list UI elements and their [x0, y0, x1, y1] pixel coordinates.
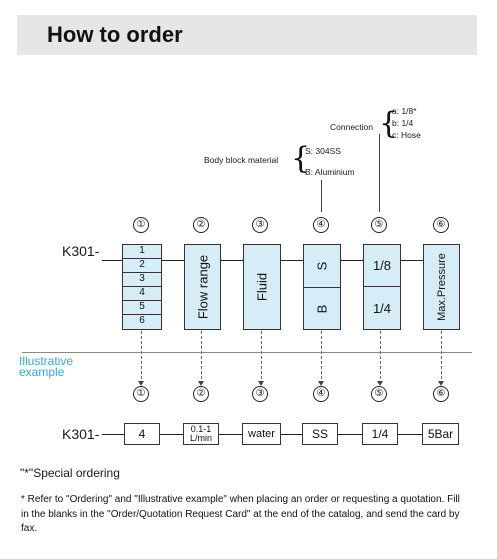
- body-material-label: Body block material: [204, 155, 279, 165]
- example-connector-line: [102, 434, 124, 435]
- body-material-brace: {: [291, 141, 311, 176]
- refer-note: * Refer to "Ordering" and "Illustrative example" when placing an order or requesting a quotation. Fill in the blanks in the "Order/Quotation Request Card" at the end of the catalog, and send the card by fax.: [21, 494, 460, 534]
- example-connector-line: [398, 434, 422, 435]
- example-connection-box: 1/4: [362, 423, 398, 445]
- marker-1: ①: [133, 217, 149, 233]
- range-number-3: 3: [123, 273, 161, 287]
- marker-4: ④: [313, 217, 329, 233]
- fluid-label: Fluid: [254, 272, 270, 302]
- body-material-option-s: S: 304SS: [305, 146, 341, 156]
- connection-label: Connection: [330, 122, 374, 132]
- example-flow-box: [183, 423, 219, 445]
- pressure-label: Max.Pressure: [435, 253, 448, 321]
- range-number-2: 2: [123, 259, 161, 273]
- illustrative-label-line1: Illustrative: [19, 354, 74, 368]
- illustrative-example-label: [19, 356, 99, 378]
- material-bottom-label: B: [314, 304, 330, 314]
- marker-2: ②: [193, 217, 209, 233]
- example-fluid-box: water: [242, 423, 281, 445]
- connector-line: [102, 260, 122, 261]
- title-bar: [17, 15, 477, 55]
- example-marker-1: ①: [133, 386, 149, 402]
- example-pressure-box: 5Bar: [422, 423, 459, 445]
- range-number-6: 6: [139, 315, 145, 326]
- example-flow-unit: L/min: [189, 433, 212, 443]
- example-marker-3: ③: [252, 386, 268, 402]
- body-material-option-b: B: Aluminium: [305, 167, 355, 177]
- connection-option-c: c: Hose: [392, 130, 421, 140]
- fluid-box: [243, 244, 281, 330]
- connection-leader-line: [379, 134, 380, 212]
- range-number-box: [122, 244, 162, 330]
- example-material-box: SS: [302, 423, 338, 445]
- material-top-label: S: [314, 261, 330, 271]
- material-leader-line: [321, 180, 322, 212]
- pressure-box: [423, 244, 460, 330]
- range-number-5: 5: [123, 301, 161, 315]
- guide-line: [321, 331, 322, 384]
- example-connector-line: [160, 434, 183, 435]
- example-marker-6: ⑥: [433, 386, 449, 402]
- illustrative-label-line2: example: [19, 365, 65, 379]
- connection-box: [363, 244, 401, 330]
- range-number-4: 4: [123, 287, 161, 301]
- page-title: How to order: [47, 22, 183, 47]
- connection-brace: {: [379, 106, 399, 141]
- connection-top-label: 1/8: [364, 245, 400, 287]
- connector-line: [341, 260, 363, 261]
- material-box: [303, 244, 341, 330]
- section-divider: [22, 352, 472, 353]
- connection-option-a: a: 1/8*: [392, 106, 417, 116]
- connection-option-b: b: 1/4: [392, 118, 414, 128]
- guide-line: [141, 331, 142, 384]
- example-marker-2: ②: [193, 386, 209, 402]
- connector-line: [162, 260, 184, 261]
- marker-5: ⑤: [371, 217, 387, 233]
- connector-line: [401, 260, 423, 261]
- guide-line: [441, 331, 442, 384]
- example-marker-5: ⑤: [371, 386, 387, 402]
- example-connector-line: [281, 434, 302, 435]
- example-connector-line: [219, 434, 242, 435]
- guide-line: [201, 331, 202, 384]
- marker-6: ⑥: [433, 217, 449, 233]
- guide-line: [261, 331, 262, 384]
- example-flow-value: 0.1-1: [190, 424, 212, 434]
- example-connector-line: [338, 434, 362, 435]
- flow-range-label: Flow range: [195, 254, 210, 320]
- range-number-1: 1: [123, 245, 161, 259]
- connection-bottom-label: 1/4: [372, 301, 392, 316]
- flow-range-box: [184, 244, 221, 330]
- example-marker-4: ④: [313, 386, 329, 402]
- example-range-box: 4: [124, 423, 160, 445]
- model-prefix: K301-: [62, 243, 100, 259]
- connector-line: [221, 260, 243, 261]
- connector-line: [281, 260, 303, 261]
- guide-line: [380, 331, 381, 384]
- marker-3: ③: [252, 217, 268, 233]
- example-model-prefix: K301-: [62, 426, 100, 442]
- special-ordering-note: "*"Special ordering: [20, 466, 120, 480]
